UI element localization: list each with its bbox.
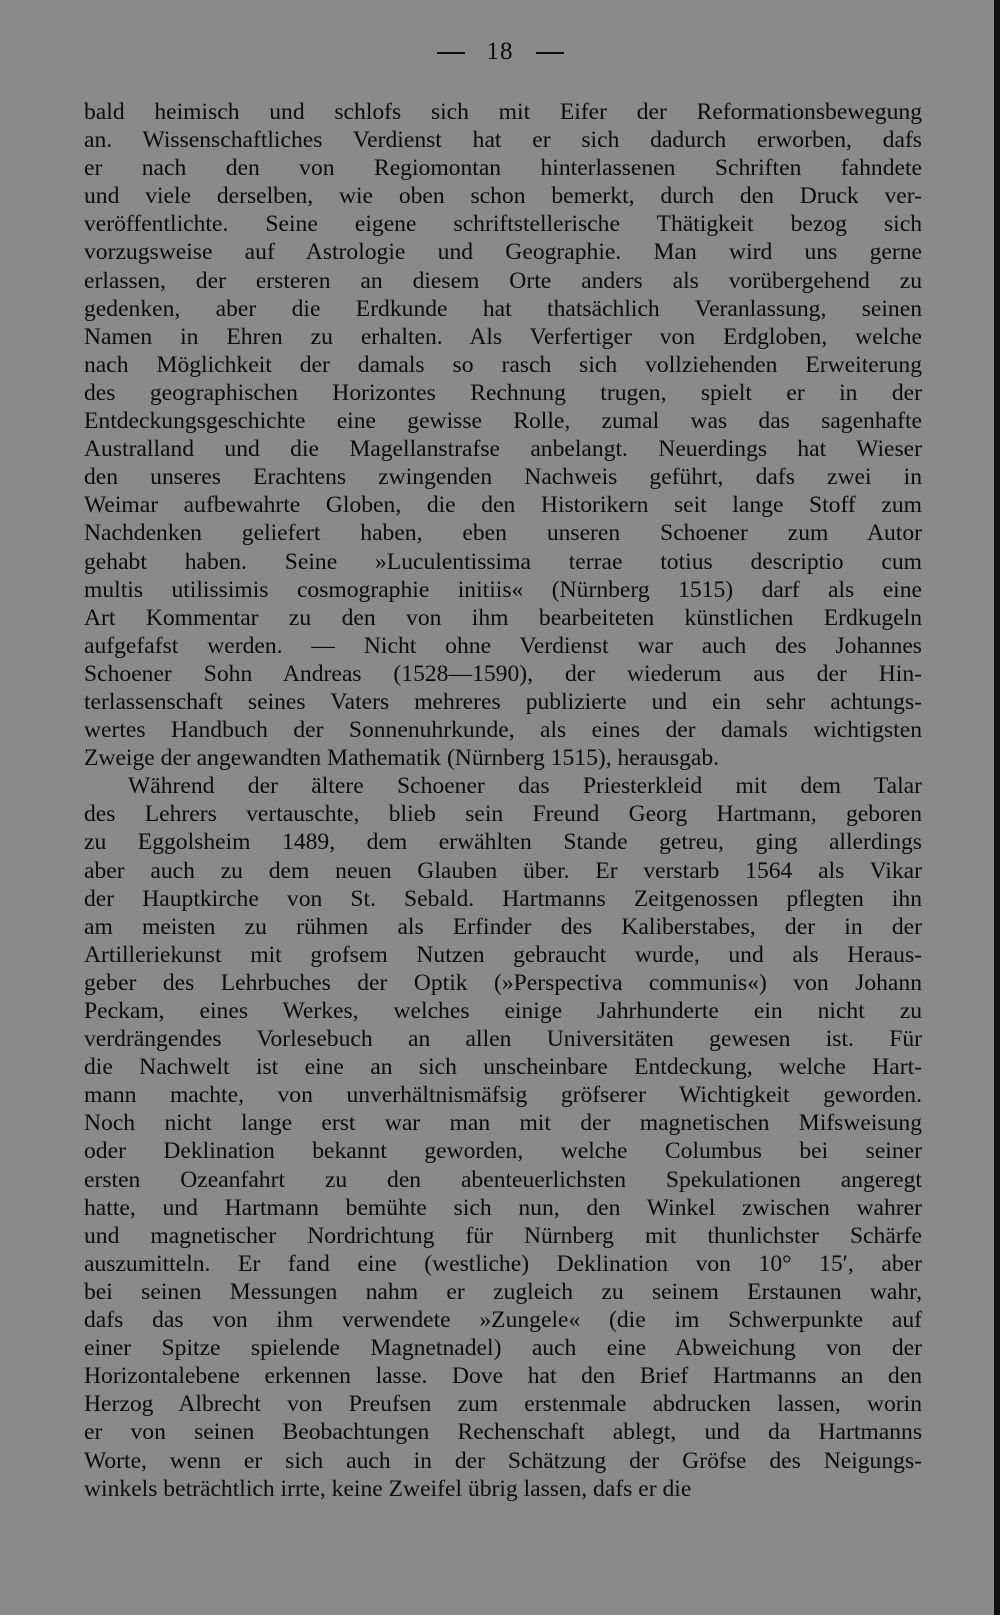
page-header	[0, 38, 1000, 66]
text-line: oder Deklination bekannt geworden, welche Columbus bei seiner	[84, 1138, 922, 1165]
text-line: des geographischen Horizontes Rechnung trugen, spielt er in der	[84, 379, 922, 406]
text-line: dafs das von ihm verwendete »Zungele« (die im Schwerpunkte auf	[84, 1307, 922, 1334]
text-line: den unseres Erachtens zwingenden Nachweis geführt, dafs zwei in	[84, 464, 922, 491]
text-line: hatte, und Hartmann bemühte sich nun, den Winkel zwischen wahrer	[84, 1194, 922, 1221]
text-line: vorzugsweise auf Astrologie und Geographie. Man wird uns gerne	[84, 239, 922, 266]
text-line: Noch nicht lange erst war man mit der magnetischen Mifsweisung	[84, 1110, 922, 1137]
body-text	[84, 98, 922, 1503]
text-line: wertes Handbuch der Sonnenuhrkunde, als eines der damals wichtigsten	[84, 717, 922, 744]
text-line: Weimar aufbewahrte Globen, die den Historikern seit lange Stoff zum	[84, 492, 922, 519]
text-line: der Hauptkirche von St. Sebald. Hartmanns Zeitgenossen pflegten ihn	[84, 885, 922, 912]
text-line: terlassenschaft seines Vaters mehreres publizierte und ein sehr achtungs-	[84, 688, 922, 715]
text-line: Nachdenken geliefert haben, eben unseren Schoener zum Autor	[84, 520, 922, 547]
text-line: nach Möglichkeit der damals so rasch sich vollziehenden Erweiterung	[84, 351, 922, 378]
text-line: Herzog Albrecht von Preufsen zum erstenmale abdrucken lassen, worin	[84, 1391, 922, 1418]
text-line: aber auch zu dem neuen Glauben über. Er verstarb 1564 als Vikar	[84, 857, 922, 884]
text-line: Artilleriekunst mit grofsem Nutzen gebraucht wurde, und als Heraus-	[84, 941, 922, 968]
scan-edge	[994, 0, 1000, 1615]
text-line: am meisten zu rühmen als Erfinder des Kaliberstabes, der in der	[84, 913, 922, 940]
text-line: veröffentlichte. Seine eigene schriftstellerische Thätigkeit bezog sich	[84, 211, 922, 238]
text-line: mann machte, von unverhältnismäfsig gröfserer Wichtigkeit geworden.	[84, 1082, 922, 1109]
text-line: bald heimisch und schlofs sich mit Eifer der Reformationsbewegung	[84, 99, 922, 125]
text-line: bei seinen Messungen nahm er zugleich zu seinem Erstaunen wahr,	[84, 1278, 922, 1305]
text-line: er nach den von Regiomontan hinterlassenen Schriften fahndete	[84, 155, 922, 182]
text-line: die Nachwelt ist eine an sich unscheinbare Entdeckung, welche Hart-	[84, 1054, 922, 1081]
text-line: er von seinen Beobachtungen Rechenschaft ablegt, und da Hartmanns	[84, 1419, 922, 1446]
header-dash-left	[437, 52, 465, 54]
text-line: Während der ältere Schoener das Priesterkleid mit dem Talar	[128, 773, 922, 800]
text-line: Namen in Ehren zu erhalten. Als Verfertiger von Erdgloben, welche	[84, 323, 922, 350]
text-line: einer Spitze spielende Magnetnadel) auch eine Abweichung von der	[84, 1335, 922, 1362]
text-line: verdrängendes Vorlesebuch an allen Universitäten gewesen ist. Für	[84, 1026, 922, 1053]
text-line: aufgefafst werden. — Nicht ohne Verdienst war auch des Johannes	[84, 632, 922, 659]
text-line: auszumitteln. Er fand eine (westliche) Deklination von 10° 15′, aber	[84, 1250, 922, 1277]
text-line: Horizontalebene erkennen lasse. Dove hat den Brief Hartmanns an den	[84, 1363, 922, 1390]
text-line: Australland und die Magellanstrafse anbelangt. Neuerdings hat Wieser	[84, 436, 922, 463]
text-line: des Lehrers vertauschte, blieb sein Freund Georg Hartmann, geboren	[84, 801, 922, 828]
text-line: und viele derselben, wie oben schon bemerkt, durch den Druck ver-	[84, 183, 922, 210]
text-line: Peckam, eines Werkes, welches einige Jahrhunderte ein nicht zu	[84, 998, 922, 1024]
page-number: 18	[486, 38, 514, 65]
text-line: Zweige der angewandten Mathematik (Nürnberg 1515), herausgab.	[84, 745, 720, 772]
text-line: winkels beträchtlich irrte, keine Zweifel übrig lassen, dafs er die	[84, 1475, 692, 1502]
text-line: zu Eggolsheim 1489, dem erwählten Stande getreu, ging allerdings	[84, 829, 922, 856]
text-line: gedenken, aber die Erdkunde hat thatsächlich Veranlassung, seinen	[84, 295, 922, 322]
text-line: gehabt haben. Seine »Luculentissima terrae totius descriptio cum	[84, 548, 922, 575]
text-line: Art Kommentar zu den von ihm bearbeiteten künstlichen Erdkugeln	[84, 604, 922, 631]
text-line: Schoener Sohn Andreas (1528—1590), der wiederum aus der Hin-	[84, 660, 922, 687]
text-line: Entdeckungsgeschichte eine gewisse Rolle, zumal was das sagenhafte	[84, 408, 922, 435]
text-line: geber des Lehrbuches der Optik (»Perspectiva communis«) von Johann	[84, 969, 922, 996]
text-line: an. Wissenschaftliches Verdienst hat er sich dadurch erworben, dafs	[84, 127, 922, 154]
text-line: erlassen, der ersteren an diesem Orte anders als vorübergehend zu	[84, 267, 922, 294]
text-line: multis utilissimis cosmographie initiis« (Nürnberg 1515) darf als eine	[84, 576, 922, 603]
text-line: Worte, wenn er sich auch in der Schätzung der Gröfse des Neigungs-	[84, 1447, 922, 1474]
header-dash-right	[536, 52, 564, 54]
text-line: ersten Ozeanfahrt zu den abenteuerlichsten Spekulationen angeregt	[84, 1166, 922, 1193]
text-line: und magnetischer Nordrichtung für Nürnberg mit thunlichster Schärfe	[84, 1222, 922, 1249]
